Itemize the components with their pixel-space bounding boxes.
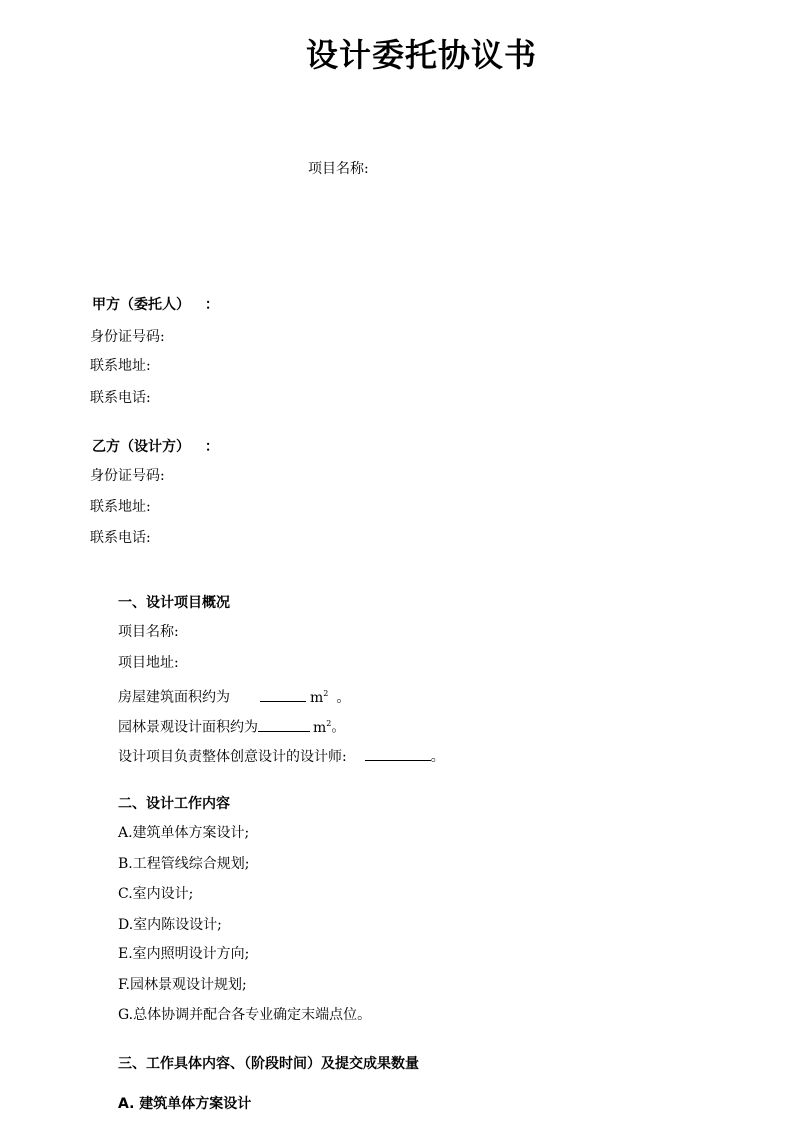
work-item-e: E.室内照明设计方向; bbox=[118, 946, 250, 962]
party-a-id-label: 身份证号码: bbox=[90, 329, 165, 345]
landscape-area-blank bbox=[258, 717, 310, 732]
work-item-c: C.室内设计; bbox=[118, 886, 194, 902]
landscape-area-unit-sup: 2 bbox=[326, 719, 332, 728]
designer-line bbox=[118, 746, 445, 766]
section3-heading: 三、工作具体内容、（阶段时间）及提交成果数量 bbox=[118, 1056, 419, 1072]
party-a-phone-label: 联系电话: bbox=[90, 390, 151, 406]
party-b-phone-label: 联系电话: bbox=[90, 530, 151, 546]
building-area-line bbox=[118, 685, 350, 707]
landscape-area-label: 园林景观设计面积约为 bbox=[118, 719, 258, 736]
work-item-b: B.工程管线综合规划; bbox=[118, 856, 250, 872]
work-item-a: A.建筑单体方案设计; bbox=[118, 825, 250, 841]
party-b-id-label: 身份证号码: bbox=[90, 468, 165, 484]
party-a-address-label: 联系地址: bbox=[90, 358, 151, 374]
party-b-heading-text: 乙方（设计方） bbox=[92, 439, 190, 455]
landscape-area-line bbox=[118, 715, 345, 737]
building-area-end: 。 bbox=[336, 689, 351, 706]
section2-heading: 二、设计工作内容 bbox=[118, 796, 230, 812]
work-item-d: D.室内陈设设计; bbox=[118, 917, 222, 933]
work-item-g: G.总体协调并配合各专业确定末端点位。 bbox=[118, 1007, 372, 1023]
section1-heading: 一、设计项目概况 bbox=[118, 595, 230, 611]
party-b-address-label: 联系地址: bbox=[90, 499, 151, 515]
building-area-unit-sup: 2 bbox=[323, 689, 329, 698]
building-area-label: 房屋建筑面积约为 bbox=[118, 689, 230, 706]
building-area-blank bbox=[260, 687, 306, 702]
document-title: 设计委托协议书 bbox=[305, 36, 537, 74]
section3-sub-a: A. 建筑单体方案设计 bbox=[118, 1096, 252, 1112]
landscape-area-unit: m bbox=[313, 719, 327, 736]
designer-blank bbox=[365, 746, 431, 761]
designer-end: 。 bbox=[430, 749, 445, 765]
work-item-f: F.园林景观设计规划; bbox=[118, 977, 247, 993]
cover-project-name-label: 项目名称: bbox=[308, 161, 369, 177]
party-a-heading-colon: ： bbox=[204, 297, 219, 313]
party-a-heading-text: 甲方（委托人） bbox=[92, 297, 190, 313]
party-b-heading-colon: ： bbox=[204, 439, 219, 455]
landscape-area-end: 。 bbox=[331, 719, 346, 736]
building-area-unit: m bbox=[310, 689, 324, 706]
section1-project-name-label: 项目名称: bbox=[118, 624, 179, 640]
party-a-heading bbox=[92, 296, 219, 314]
party-b-heading bbox=[92, 438, 219, 456]
designer-label: 设计项目负责整体创意设计的设计师: bbox=[118, 749, 347, 765]
section1-project-address-label: 项目地址: bbox=[118, 655, 179, 671]
